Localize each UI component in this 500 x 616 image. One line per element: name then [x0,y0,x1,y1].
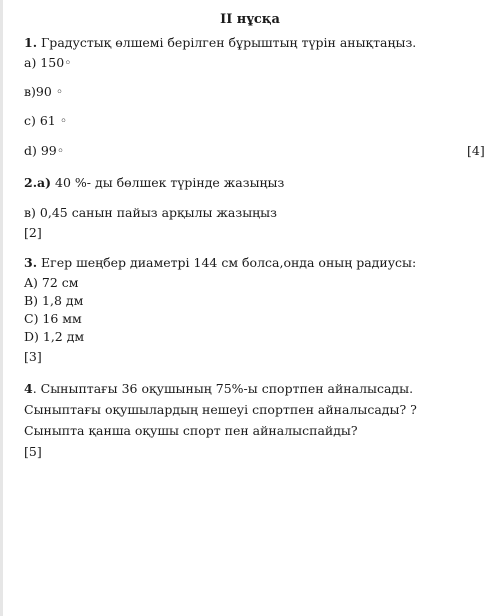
question-3-option-c: C) 16 мм [24,311,82,326]
page-title: II нұсқа [220,12,280,27]
question-3-score: [3] [24,349,42,364]
question-3 [24,255,416,271]
question-1-score: [4] [467,143,485,158]
question-4-line-1: . Сыныптағы 36 оқушының 75%-ы спортпен айналысады. [32,381,414,396]
question-3-option-b: B) 1,8 дм [24,293,84,308]
question-1-number: 1. [24,35,38,50]
question-4-score: [5] [24,444,42,459]
question-2-part-b: в) 0,45 санын пайыз арқылы жазыңыз [24,205,277,220]
question-1-option-a: а) 150◦ [24,55,72,70]
question-4-number: 4 [24,381,33,396]
question-1-option-b: в)90 ◦ [24,84,64,99]
question-2-part-a: 40 %- ды бөлшек түрінде жазыңыз [51,175,285,190]
question-2 [24,175,284,191]
question-2-number: 2.а) [24,175,52,190]
question-1-option-c: с) 61 ◦ [24,113,68,128]
question-3-number: 3. [24,255,38,270]
question-4-line-3: Сыныпта қанша оқушы спорт пен айналыспайды? [24,423,358,438]
page-edge [0,0,3,616]
question-3-text: Егер шеңбер диаметрі 144 см болса,онда оның радиусы: [37,255,417,270]
question-4 [24,381,413,397]
question-1-text: Градустық өлшемі берілген бұрыштың түрін анықтаңыз. [37,35,417,50]
question-3-option-d: D) 1,2 дм [24,329,85,344]
question-1 [24,35,416,51]
question-1-option-d: d) 99◦ [24,143,65,158]
question-2-score: [2] [24,225,42,240]
question-3-option-a: A) 72 см [24,275,79,290]
question-4-line-2: Сыныптағы оқушылардың нешеуі спортпен айналысады? ? [24,402,417,417]
